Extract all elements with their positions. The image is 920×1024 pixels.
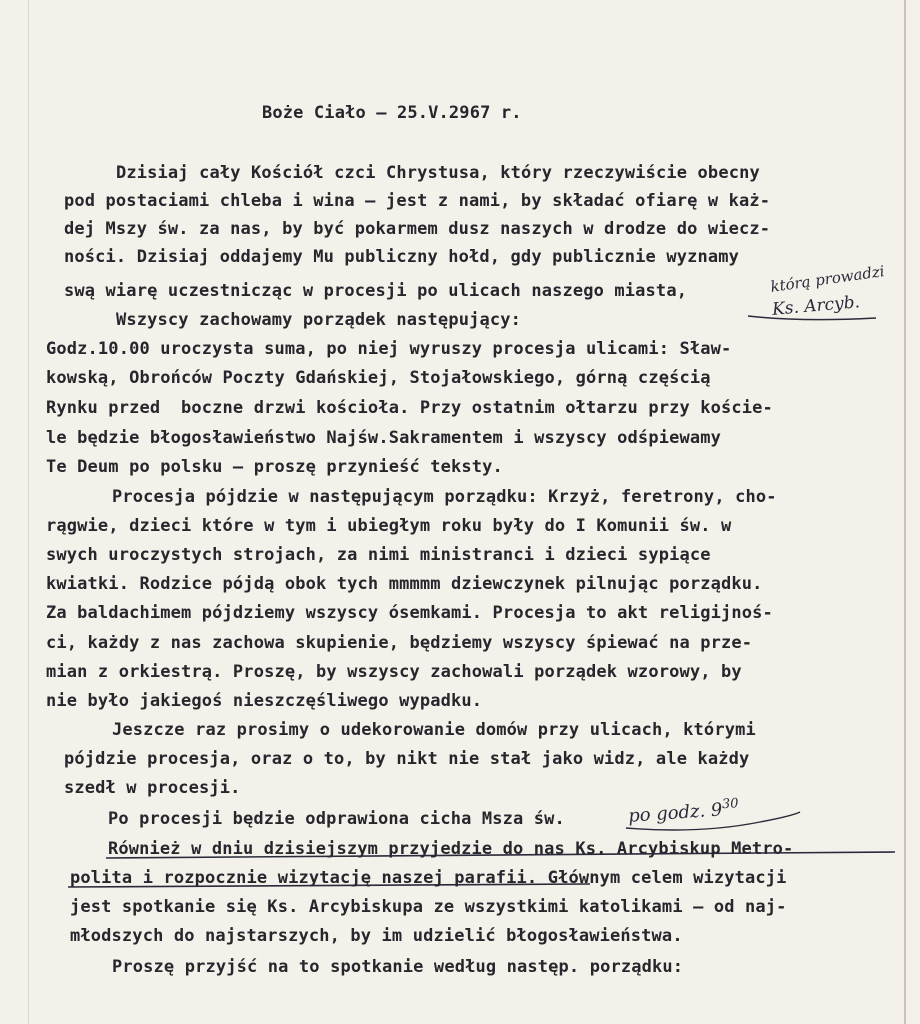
handwritten-time-minutes: 30 xyxy=(721,796,739,813)
text-line: Wszyscy zachowamy porządek następujący: xyxy=(116,310,522,330)
pen-underline-line-2 xyxy=(68,884,590,887)
text-line: mian z orkiestrą. Proszę, by wszyscy zachowali porządek wzorowy, by xyxy=(46,662,742,682)
handwritten-time-label: po godz. 9 xyxy=(627,799,724,827)
text-line: jest spotkanie się Ks. Arcybiskupa ze wszystkimi katolikami – od naj- xyxy=(70,897,787,917)
text-line: Jeszcze raz prosimy o udekorowanie domów przy ulicach, którymi xyxy=(112,720,756,740)
handwritten-note-signature: Ks. Arcyb. xyxy=(771,292,861,320)
pen-bracket-time xyxy=(626,812,800,830)
text-line: nie było jakiegoś nieszczęśliwego wypadku. xyxy=(46,691,483,711)
text-line: ności. Dzisiaj oddajemy Mu publiczny hołd, gdy publicznie wyznamy xyxy=(64,247,740,267)
text-line: swą wiarę uczestnicząc w procesji po ulicach naszego miasta, xyxy=(64,281,688,301)
text-line: Dzisiaj cały Kościół czci Chrystusa, który rzeczywiście obecny xyxy=(116,163,760,183)
pen-underline-top-note xyxy=(748,316,876,320)
pen-underline-line-1 xyxy=(106,852,895,858)
text-line: Rynku przed boczne drzwi kościoła. Przy ostatnim ołtarzu przy koście- xyxy=(46,398,773,418)
text-line: pójdzie procesja, oraz o to, by nikt nie stał jako widz, ale każdy xyxy=(64,749,750,769)
text-line: rągwie, dzieci które w tym i ubiegłym roku były do I Komunii św. w xyxy=(46,516,732,536)
text-line: Procesja pójdzie w następującym porządku: Krzyż, feretrony, cho- xyxy=(112,487,777,507)
text-line: dej Mszy św. za nas, by być pokarmem dusz naszych w drodze do wiecz- xyxy=(64,219,771,239)
document-title: Boże Ciało – 25.V.2967 r. xyxy=(262,103,522,123)
text-line: polita i rozpocznie wizytację naszej parafii. Głównym celem wizytacji xyxy=(70,868,787,888)
text-line: szedł w procesji. xyxy=(64,778,241,798)
text-line: swych uroczystych strojach, za nimi ministranci i dzieci sypiące xyxy=(46,545,711,565)
text-line: młodszych do najstarszych, by im udzielić błogosławieństwa. xyxy=(70,926,683,946)
text-line: le będzie błogosławieństwo Najśw.Sakramentem i wszyscy odśpiewamy xyxy=(46,428,722,448)
text-line: Te Deum po polsku – proszę przynieść teksty. xyxy=(46,457,503,477)
text-line: ci, każdy z nas zachowa skupienie, będziemy wszyscy śpiewać na prze- xyxy=(46,633,753,653)
text-line: Również w dniu dzisiejszym przyjedzie do nas Ks. Arcybiskup Metro- xyxy=(108,839,794,859)
text-line: Za baldachimem pójdziemy wszyscy ósemkami. Procesja to akt religijnoś- xyxy=(46,603,773,623)
text-line: kwiatki. Rodzice pójdą obok tych mmmmm dziewczynek pilnując porządku. xyxy=(46,574,763,594)
text-line: Proszę przyjść na to spotkanie według następ. porządku: xyxy=(112,957,684,977)
handwritten-note-top: którą prowadzi xyxy=(769,262,886,296)
text-line: Godz.10.00 uroczysta suma, po niej wyruszy procesja ulicami: Sław- xyxy=(46,339,732,359)
text-line: pod postaciami chleba i wina – jest z nami, by składać ofiarę w każ- xyxy=(64,191,771,211)
text-line: Po procesji będzie odprawiona cicha Msza św. xyxy=(108,809,565,829)
text-line: kowską, Obrońców Poczty Gdańskiej, Stojałowskiego, górną częścią xyxy=(46,368,711,388)
